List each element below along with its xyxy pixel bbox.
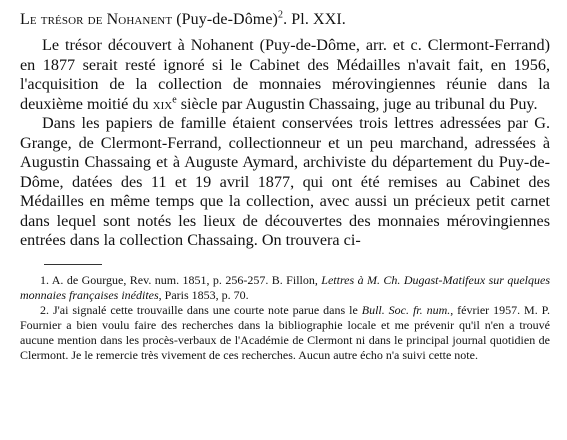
century-superscript: e	[172, 94, 177, 106]
footnote-1	[20, 273, 550, 303]
heading-plate: . Pl. XXI.	[283, 11, 346, 28]
heading-note-ref[interactable]: 2	[277, 9, 284, 21]
page	[20, 10, 550, 363]
paragraph-2: Dans les papiers de famille étaient conservées trois lettres adressées par G. Grange, de Clermont-Ferrand, collectionneur et un peu marchand, adressées à Augustin Chassaing et à Auguste Aymard, archiviste du département du Puy-de-Dôme, datées des 11 et 19 avril 1877, qui ont été remises au Cabinet des Médailles en même temps que la collection, avec aussi un précieux petit carnet dans lequel sont notés les lieux de découvertes des monnaies mérovingiennes entrées dans la collection Chassaing. On trouvera ci-	[20, 114, 550, 249]
footnote-1-text-b: , Paris 1853, p. 70.	[158, 287, 249, 302]
footnote-1-italic-title: Lettres à M. Ch. Dugast-Matifeux sur quelques monnaies françaises inédites	[20, 272, 550, 302]
body-text	[20, 36, 550, 251]
century-numeral: xix	[152, 94, 173, 113]
heading-title: Le trésor de Nohanent	[20, 11, 173, 28]
footnote-1-text-a: A. de Gourgue, Rev. num. 1851, p. 256-257. B. Fillon,	[51, 272, 322, 287]
footnote-2-italic-journal: Bull. Soc. fr. num.	[361, 302, 451, 317]
footnotes	[20, 273, 550, 363]
footnote-1-number: 1.	[40, 272, 52, 287]
footnote-2-text-b: , février 1957. M. P. Fournier a bien voulu faire des recherches dans la bibliographie locale et me prévenir qu'il n'en a trouvé aucune mention dans les procès-verbaux de l'Académie de Clermont ni dans le principal journal quotidien de Clermont. Je le remercie très vivement de ces recherches. Aucun autre écho n'a suivi cette note.	[20, 302, 550, 362]
footnote-2-number: 2.	[40, 302, 53, 317]
section-heading	[20, 10, 550, 30]
footnote-divider	[44, 264, 102, 265]
footnote-2-text-a: J'ai signalé cette trouvaille dans une courte note parue dans le	[52, 302, 362, 317]
paragraph-1	[20, 36, 550, 114]
paragraph-1-text-b: siècle par Augustin Chassaing, juge au tribunal du Puy.	[176, 94, 538, 113]
paragraph-1-text-a: Le trésor découvert à Nohanent (Puy-de-Dôme, arr. et c. Clermont-Ferrand) en 1877 serait resté ignoré si le Cabinet des Médailles n'avait fait, en 1956, l'acquisition de la collection de monnaies mérovingiennes réunie dans la deuxième moitié du	[20, 36, 550, 113]
footnote-2	[20, 303, 550, 363]
heading-location: (Puy-de-Dôme)	[172, 11, 278, 28]
